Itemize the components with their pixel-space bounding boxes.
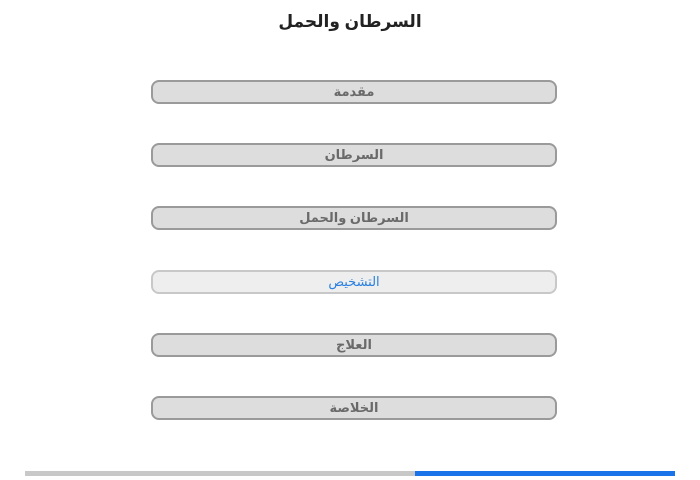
menu-item-introduction[interactable]: مقدمة xyxy=(151,80,557,104)
menu-item-treatment[interactable]: العلاج xyxy=(151,333,557,357)
progress-bar-fill xyxy=(415,471,675,476)
menu-item-conclusion[interactable]: الخلاصة xyxy=(151,396,557,420)
menu-item-cancer[interactable]: السرطان xyxy=(151,143,557,167)
menu-item-cancer-and-pregnancy[interactable]: السرطان والحمل xyxy=(151,206,557,230)
page-title: السرطان والحمل xyxy=(278,12,422,31)
menu-item-diagnosis[interactable]: التشخيص xyxy=(151,270,557,294)
progress-bar xyxy=(25,471,675,476)
